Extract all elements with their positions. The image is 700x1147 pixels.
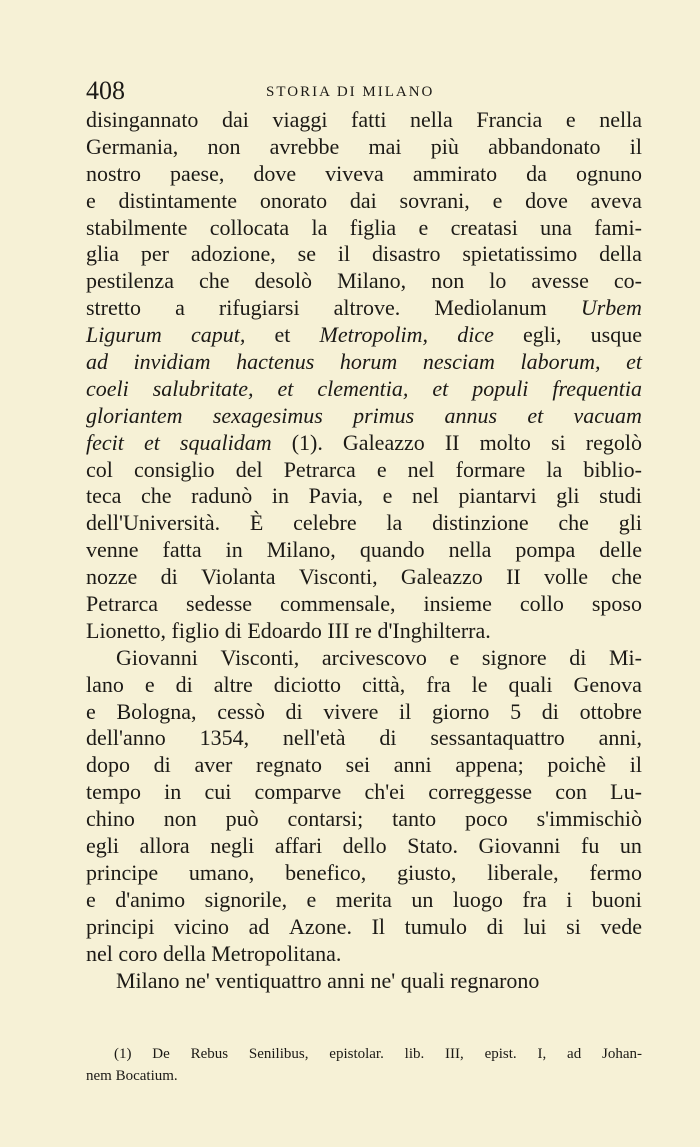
text-line: Petrarca sedesse commensale, insieme collo sposo — [86, 591, 642, 617]
text-line: e d'animo signorile, e merita un luogo fra i buoni — [86, 886, 642, 912]
text-line: venne fatta in Milano, quando nella pompa delle — [86, 537, 642, 563]
page-header — [86, 78, 631, 108]
text-line: dopo di aver regnato sei anni appena; poichè il — [86, 752, 642, 778]
footnote-line: nem Bocatium. — [86, 1068, 178, 1084]
text-line: nozze di Violanta Visconti, Galeazzo II volle che — [86, 564, 642, 590]
text-line: chino non può contarsi; tanto poco s'immischiò — [86, 806, 642, 832]
text-line: Germania, non avrebbe mai più abbandonato il — [86, 133, 642, 159]
text-line: dell'Università. È celebre la distinzione che gli — [86, 510, 642, 536]
text-line: egli allora negli affari dello Stato. Giovanni fu un — [86, 833, 642, 859]
text-line: nel coro della Metropolitana. — [86, 940, 342, 966]
running-title: STORIA DI MILANO — [266, 84, 435, 100]
text-line: tempo in cui comparve ch'ei correggesse con Lu- — [86, 779, 642, 805]
text-line: fecit et squalidam (1). Galeazzo II molto si regolò — [86, 429, 642, 455]
text-line: stabilmente collocata la figlia e creatasi una fami- — [86, 214, 642, 240]
text-line: nostro paese, dove viveva ammirato da ognuno — [86, 160, 642, 186]
text-line: gloriantem sexagesimus primus annus et vacuam — [86, 402, 642, 428]
text-line: Ligurum caput, et Metropolim, dice egli, usque — [86, 322, 642, 348]
text-line: stretto a rifugiarsi altrove. Mediolanum Urbem — [86, 295, 642, 321]
text-line: Lionetto, figlio di Edoardo III re d'Inghilterra. — [86, 617, 491, 643]
text-line: ad invidiam hactenus horum nesciam laborum, et — [86, 349, 642, 375]
text-line: Milano ne' ventiquattro anni ne' quali regnarono — [116, 967, 540, 993]
footnotes — [86, 1043, 642, 1087]
text-line: lano e di altre diciotto città, fra le quali Genova — [86, 671, 642, 697]
text-line: e Bologna, cessò di vivere il giorno 5 di ottobre — [86, 698, 642, 724]
text-line: disingannato dai viaggi fatti nella Francia e nella — [86, 107, 642, 132]
page-number: 408 — [86, 76, 125, 105]
footnote-line: (1) De Rebus Senilibus, epistolar. lib. III, epist. I, ad Johan- — [114, 1046, 642, 1062]
body-text — [86, 107, 642, 994]
text-line: dell'anno 1354, nell'età di sessantaquattro anni, — [86, 725, 642, 751]
text-line: principi vicino ad Azone. Il tumulo di lui si vede — [86, 913, 642, 939]
text-line: pestilenza che desolò Milano, non lo avesse co- — [86, 268, 642, 294]
text-line: principe umano, benefico, giusto, liberale, fermo — [86, 859, 642, 885]
text-line: e distintamente onorato dai sovrani, e dove aveva — [86, 187, 642, 213]
text-line: coeli salubritate, et clementia, et populi frequentia — [86, 375, 642, 401]
text-line: Giovanni Visconti, arcivescovo e signore di Mi- — [116, 644, 642, 670]
text-line: col consiglio del Petrarca e nel formare la biblio- — [86, 456, 642, 482]
text-line: glia per adozione, se il disastro spietatissimo della — [86, 241, 642, 267]
text-line: teca che radunò in Pavia, e nel piantarvi gli studi — [86, 483, 642, 509]
